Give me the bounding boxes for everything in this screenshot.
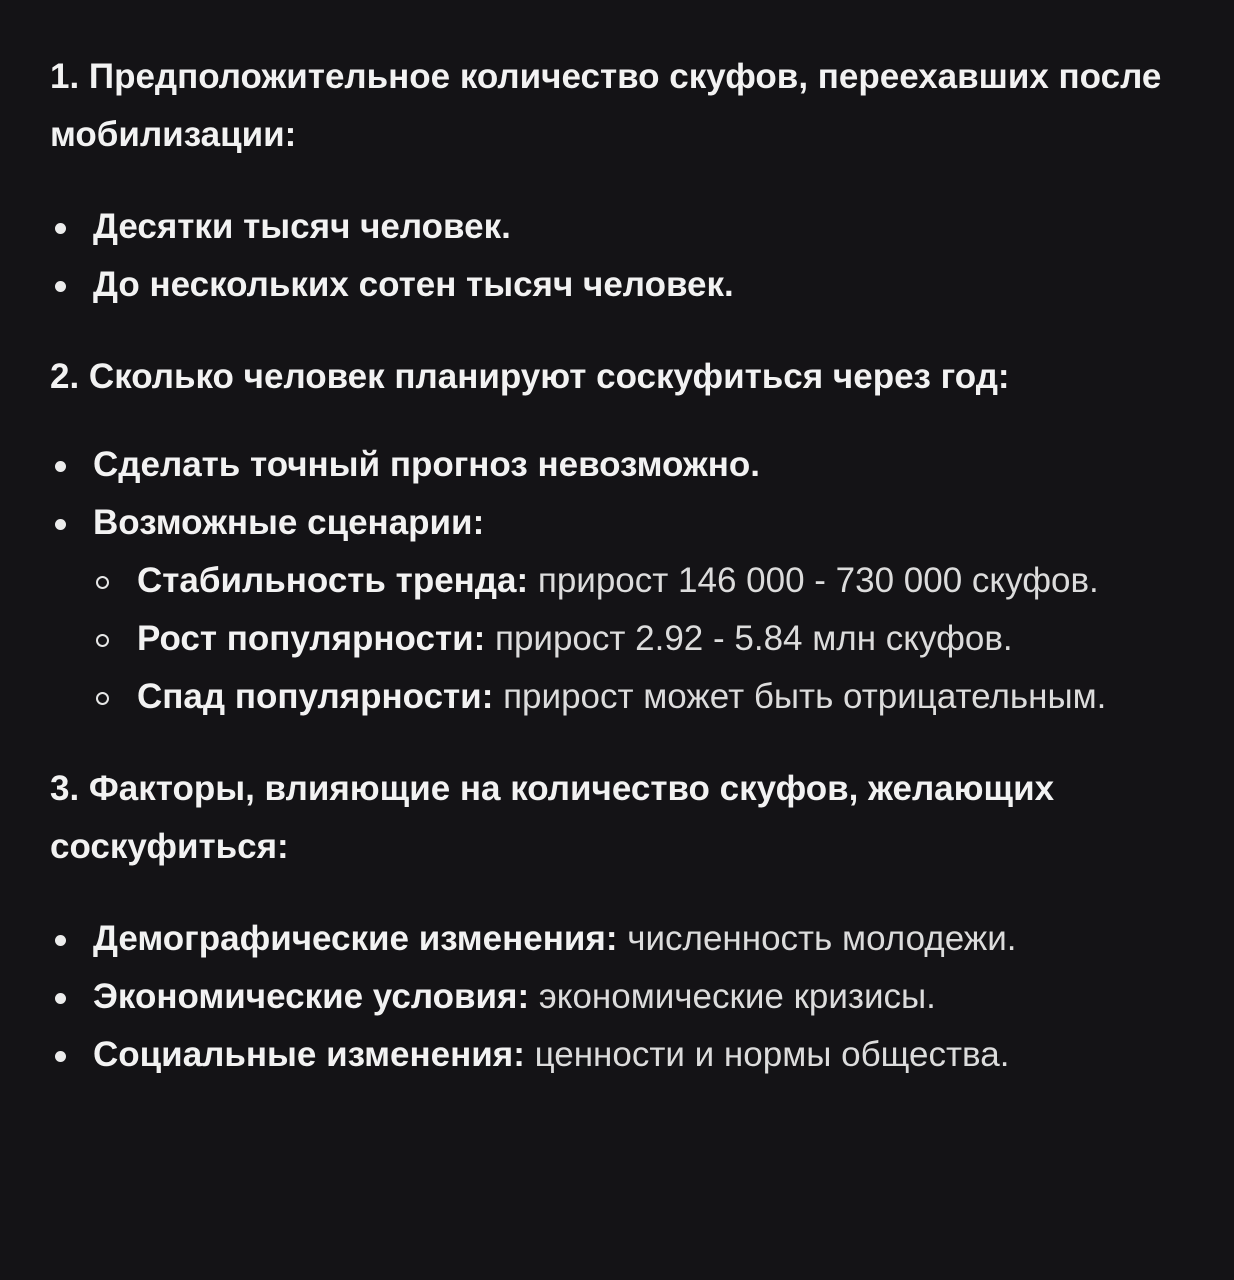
list-item xyxy=(50,494,1200,726)
factor-label: Экономические условия: xyxy=(93,977,530,1016)
bullet-icon xyxy=(55,461,66,472)
scenario-label: Рост популярности: xyxy=(137,619,486,658)
factor-text: ценности и нормы общества. xyxy=(534,1035,1010,1074)
circle-bullet-icon xyxy=(96,576,109,589)
scenario-text: прирост может быть отрицательным. xyxy=(503,677,1107,716)
bullet-icon xyxy=(55,281,66,292)
section-3-list xyxy=(50,910,1200,1084)
list-item xyxy=(50,1026,1200,1084)
list-item xyxy=(50,968,1200,1026)
answer-content xyxy=(50,48,1200,1084)
factor-text: экономические кризисы. xyxy=(538,977,936,1016)
scenario-item xyxy=(93,610,1200,668)
bullet-icon xyxy=(55,519,66,530)
circle-bullet-icon xyxy=(96,692,109,705)
list-item-text: Возможные сценарии: xyxy=(93,503,485,542)
factor-label: Демографические изменения: xyxy=(93,919,618,958)
scenario-list xyxy=(93,552,1200,726)
list-item-text: Десятки тысяч человек. xyxy=(93,207,511,246)
list-item-text: Сделать точный прогноз невозможно. xyxy=(93,445,760,484)
list-item-text: До нескольких сотен тысяч человек. xyxy=(93,265,734,304)
section-1-list xyxy=(50,198,1200,314)
bullet-icon xyxy=(55,935,66,946)
scenario-label: Стабильность тренда: xyxy=(137,561,529,600)
scenario-text: прирост 146 000 - 730 000 скуфов. xyxy=(537,561,1099,600)
list-item xyxy=(50,436,1200,494)
list-item xyxy=(50,198,1200,256)
scenario-label: Спад популярности: xyxy=(137,677,494,716)
section-2-list xyxy=(50,436,1200,726)
section-3-heading: 3. Факторы, влияющие на количество скуфов, желающих соскуфиться: xyxy=(50,769,1055,866)
bullet-icon xyxy=(55,993,66,1004)
circle-bullet-icon xyxy=(96,634,109,647)
scenario-item xyxy=(93,552,1200,610)
section-1-heading: 1. Предположительное количество скуфов, переехавших после мобилизации: xyxy=(50,57,1162,154)
bullet-icon xyxy=(55,223,66,234)
factor-text: численность молодежи. xyxy=(627,919,1017,958)
scenario-item xyxy=(93,668,1200,726)
scenario-text: прирост 2.92 - 5.84 млн скуфов. xyxy=(495,619,1013,658)
factor-label: Социальные изменения: xyxy=(93,1035,525,1074)
list-item xyxy=(50,910,1200,968)
bullet-icon xyxy=(55,1051,66,1062)
section-2-heading: 2. Сколько человек планируют соскуфиться через год: xyxy=(50,357,1010,396)
list-item xyxy=(50,256,1200,314)
